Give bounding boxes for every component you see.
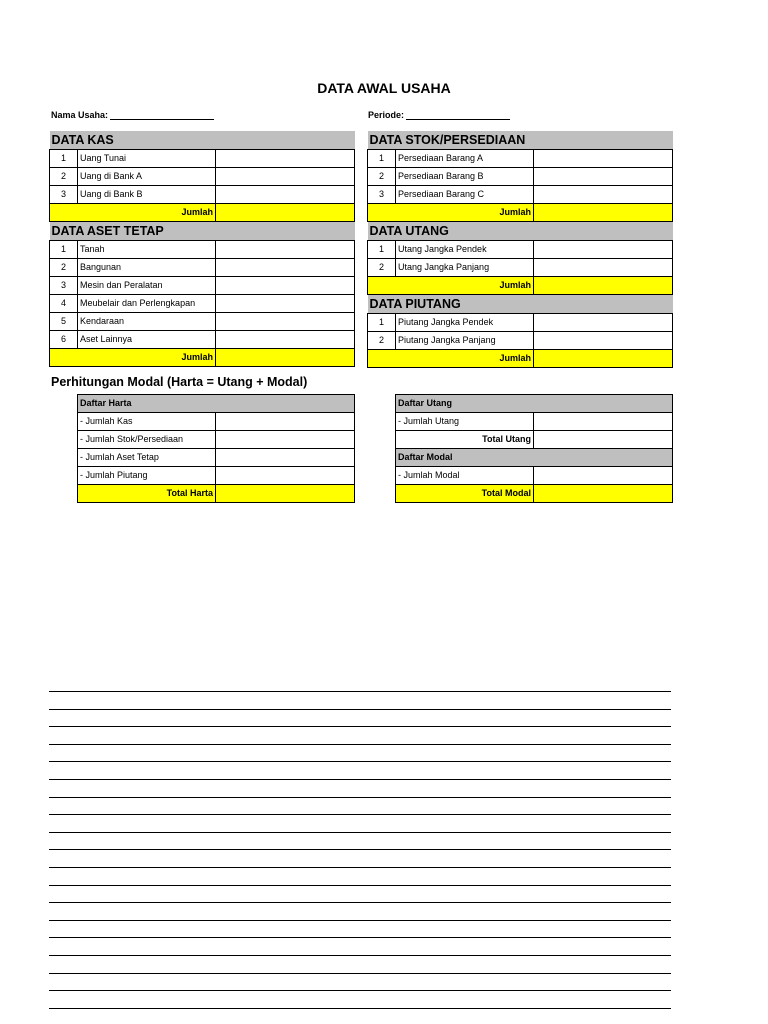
kas-section-header: DATA KAS bbox=[50, 131, 355, 150]
harta-header: Daftar Harta bbox=[78, 395, 355, 413]
row-label: Uang di Bank A bbox=[78, 168, 216, 186]
note-line[interactable] bbox=[49, 1008, 671, 1009]
row-number: 2 bbox=[50, 168, 78, 186]
value-cell[interactable] bbox=[216, 241, 355, 259]
note-line[interactable] bbox=[49, 990, 671, 991]
value-cell[interactable] bbox=[534, 168, 673, 186]
total-row bbox=[396, 485, 673, 503]
table-row bbox=[50, 259, 355, 277]
row-number: 3 bbox=[368, 186, 396, 204]
row-number: 3 bbox=[50, 186, 78, 204]
utang-list-header: Daftar Utang bbox=[396, 395, 673, 413]
periode-label: Periode: bbox=[368, 110, 405, 120]
value-cell[interactable] bbox=[216, 331, 355, 349]
value-cell[interactable] bbox=[534, 314, 673, 332]
row-number: 2 bbox=[368, 332, 396, 350]
value-cell[interactable] bbox=[216, 431, 355, 449]
note-line[interactable] bbox=[49, 744, 671, 745]
value-cell[interactable] bbox=[534, 259, 673, 277]
table-row bbox=[368, 314, 673, 332]
total-label: Jumlah bbox=[368, 350, 534, 368]
total-label: Jumlah bbox=[50, 349, 216, 367]
total-value-cell[interactable] bbox=[216, 349, 355, 367]
row-label: Persediaan Barang C bbox=[396, 186, 534, 204]
row-label: - Jumlah Utang bbox=[396, 413, 534, 431]
table-row bbox=[368, 168, 673, 186]
row-label: - Jumlah Piutang bbox=[78, 467, 216, 485]
note-line[interactable] bbox=[49, 955, 671, 956]
row-label: Tanah bbox=[78, 241, 216, 259]
value-cell[interactable] bbox=[216, 467, 355, 485]
total-label: Total Utang bbox=[396, 431, 534, 449]
note-line[interactable] bbox=[49, 797, 671, 798]
daftar-harta-table bbox=[77, 394, 355, 503]
row-number: 1 bbox=[368, 314, 396, 332]
value-cell[interactable] bbox=[534, 413, 673, 431]
value-cell[interactable] bbox=[216, 259, 355, 277]
row-label: Mesin dan Peralatan bbox=[78, 277, 216, 295]
total-label: Jumlah bbox=[368, 277, 534, 295]
nama-usaha-blank[interactable] bbox=[110, 111, 214, 120]
value-cell[interactable] bbox=[216, 168, 355, 186]
row-number: 4 bbox=[50, 295, 78, 313]
note-line[interactable] bbox=[49, 937, 671, 938]
row-number: 2 bbox=[368, 259, 396, 277]
row-label: Persediaan Barang B bbox=[396, 168, 534, 186]
row-label: Utang Jangka Panjang bbox=[396, 259, 534, 277]
note-line[interactable] bbox=[49, 691, 671, 692]
table-row bbox=[50, 313, 355, 331]
table-row bbox=[50, 277, 355, 295]
daftar-utang-modal-table bbox=[395, 394, 673, 503]
note-line[interactable] bbox=[49, 867, 671, 868]
row-label: Uang di Bank B bbox=[78, 186, 216, 204]
total-row bbox=[78, 485, 355, 503]
table-row bbox=[368, 241, 673, 259]
total-row bbox=[368, 204, 673, 222]
row-label: Bangunan bbox=[78, 259, 216, 277]
total-value-cell[interactable] bbox=[216, 204, 355, 222]
nama-usaha-field[interactable] bbox=[51, 110, 214, 120]
row-label: Aset Lainnya bbox=[78, 331, 216, 349]
table-row bbox=[50, 168, 355, 186]
value-cell[interactable] bbox=[216, 449, 355, 467]
table-row bbox=[50, 150, 355, 168]
row-label: Persediaan Barang A bbox=[396, 150, 534, 168]
value-cell[interactable] bbox=[534, 241, 673, 259]
row-number: 2 bbox=[368, 168, 396, 186]
row-label: Piutang Jangka Pendek bbox=[396, 314, 534, 332]
table-row bbox=[78, 413, 355, 431]
value-cell[interactable] bbox=[216, 295, 355, 313]
row-label: Uang Tunai bbox=[78, 150, 216, 168]
note-line[interactable] bbox=[49, 902, 671, 903]
total-value-cell[interactable] bbox=[534, 431, 673, 449]
table-row bbox=[368, 332, 673, 350]
row-label: Utang Jangka Pendek bbox=[396, 241, 534, 259]
row-number: 2 bbox=[50, 259, 78, 277]
table-row bbox=[396, 467, 673, 485]
note-line[interactable] bbox=[49, 832, 671, 833]
value-cell[interactable] bbox=[216, 150, 355, 168]
table-row bbox=[50, 241, 355, 259]
total-row bbox=[368, 350, 673, 368]
total-value-cell[interactable] bbox=[534, 485, 673, 503]
table-row bbox=[396, 413, 673, 431]
note-line[interactable] bbox=[49, 973, 671, 974]
row-number: 5 bbox=[50, 313, 78, 331]
value-cell[interactable] bbox=[534, 332, 673, 350]
row-label: - Jumlah Modal bbox=[396, 467, 534, 485]
total-value-cell[interactable] bbox=[534, 277, 673, 295]
table-row bbox=[368, 186, 673, 204]
value-cell[interactable] bbox=[216, 313, 355, 331]
utang-section-header: DATA UTANG bbox=[368, 222, 673, 241]
total-label: Total Modal bbox=[396, 485, 534, 503]
table-row bbox=[368, 259, 673, 277]
modal-list-header: Daftar Modal bbox=[396, 449, 673, 467]
row-number: 3 bbox=[50, 277, 78, 295]
table-row bbox=[50, 186, 355, 204]
total-value-cell[interactable] bbox=[534, 350, 673, 368]
value-cell[interactable] bbox=[216, 413, 355, 431]
note-line[interactable] bbox=[49, 849, 671, 850]
total-value-cell[interactable] bbox=[216, 485, 355, 503]
total-label: Jumlah bbox=[50, 204, 216, 222]
total-row bbox=[50, 204, 355, 222]
table-row bbox=[50, 331, 355, 349]
total-label: Total Harta bbox=[78, 485, 216, 503]
row-label: Piutang Jangka Panjang bbox=[396, 332, 534, 350]
note-line[interactable] bbox=[49, 779, 671, 780]
total-label: Jumlah bbox=[368, 204, 534, 222]
table-row bbox=[78, 467, 355, 485]
row-label: - Jumlah Aset Tetap bbox=[78, 449, 216, 467]
row-label: - Jumlah Kas bbox=[78, 413, 216, 431]
stok-section-header: DATA STOK/PERSEDIAAN bbox=[368, 131, 673, 150]
periode-field[interactable] bbox=[368, 110, 510, 120]
note-line[interactable] bbox=[49, 920, 671, 921]
row-number: 1 bbox=[368, 241, 396, 259]
value-cell[interactable] bbox=[534, 150, 673, 168]
value-cell[interactable] bbox=[534, 186, 673, 204]
total-row bbox=[368, 277, 673, 295]
table-row bbox=[368, 150, 673, 168]
row-label: Meubelair dan Perlengkapan bbox=[78, 295, 216, 313]
page-title: DATA AWAL USAHA bbox=[317, 80, 451, 96]
value-cell[interactable] bbox=[216, 186, 355, 204]
nama-usaha-label: Nama Usaha: bbox=[51, 110, 109, 120]
row-label: - Jumlah Stok/Persediaan bbox=[78, 431, 216, 449]
row-number: 1 bbox=[50, 241, 78, 259]
table-row bbox=[50, 295, 355, 313]
right-data-table bbox=[367, 131, 673, 368]
modal-section-title: Perhitungan Modal (Harta = Utang + Modal) bbox=[51, 375, 308, 389]
note-line[interactable] bbox=[49, 709, 671, 710]
row-number: 1 bbox=[368, 150, 396, 168]
note-line[interactable] bbox=[49, 761, 671, 762]
piutang-section-header: DATA PIUTANG bbox=[368, 295, 673, 314]
periode-blank[interactable] bbox=[406, 111, 510, 120]
row-number: 6 bbox=[50, 331, 78, 349]
total-row bbox=[50, 349, 355, 367]
table-row bbox=[78, 449, 355, 467]
total-row bbox=[396, 431, 673, 449]
left-data-table bbox=[49, 131, 355, 367]
note-line[interactable] bbox=[49, 814, 671, 815]
row-number: 1 bbox=[50, 150, 78, 168]
table-row bbox=[78, 431, 355, 449]
aset-section-header: DATA ASET TETAP bbox=[50, 222, 355, 241]
note-line[interactable] bbox=[49, 885, 671, 886]
total-value-cell[interactable] bbox=[534, 204, 673, 222]
note-line[interactable] bbox=[49, 726, 671, 727]
value-cell[interactable] bbox=[216, 277, 355, 295]
row-label: Kendaraan bbox=[78, 313, 216, 331]
value-cell[interactable] bbox=[534, 467, 673, 485]
